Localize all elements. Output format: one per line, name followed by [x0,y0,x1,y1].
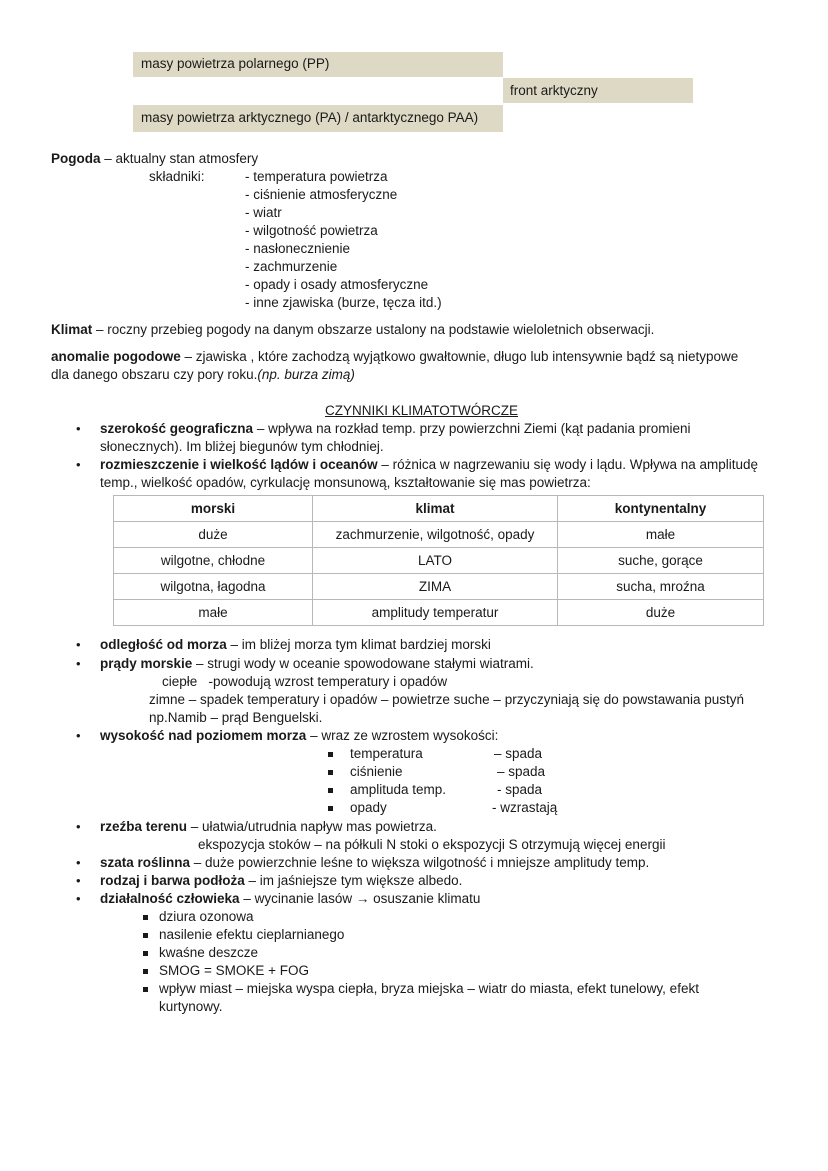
table-cell: małe [114,600,313,626]
factor-text: – duże powierzchnie leśne to większa wilgotność i mniejsze amplitudy temp. [190,855,650,870]
table-row [114,574,764,600]
table-cell: ZIMA [313,574,558,600]
table-cell: duże [558,600,764,626]
bullet-icon: • [76,457,81,472]
factor-szerokosc [100,420,691,438]
altitude-item-name: temperatura [350,746,423,761]
table-cell: wilgotne, chłodne [114,548,313,574]
pogoda-component: - zachmurzenie [245,259,338,274]
factor-text: – wpływa na rozkład temp. przy powierzchni Ziemi (kąt padania promieni [253,421,691,436]
factor-text: – strugi wody w oceanie spowodowane stałymi wiatrami. [192,656,534,671]
anomalie-definition-line2 [51,366,355,384]
factor-text: – im bliżej morza tym klimat bardziej morski [226,637,491,652]
square-bullet-icon [143,969,148,974]
altitude-item-name: amplituda temp. [350,782,447,797]
square-bullet-icon [143,915,148,920]
pogoda-component: - inne zjawiska (burze, tęcza itd.) [245,295,442,310]
factor-czlowiek [100,890,480,908]
factor-term: wysokość nad poziomem morza [100,728,307,743]
bullet-icon: • [76,855,81,870]
human-impact-item: SMOG = SMOKE + FOG [159,963,310,978]
bullet-icon: • [76,656,81,671]
pogoda-component: - opady i osady atmosferyczne [245,277,429,292]
arctic-air-label: masy powietrza arktycznego (PA) / antarktycznego PAA) [141,110,479,125]
table-row [114,600,764,626]
klimat-definition [51,321,654,339]
altitude-item-trend: - wzrastają [492,800,558,815]
factor-text: – różnica w nagrzewaniu się wody i lądu. Wpływa na amplitudę [377,457,759,472]
square-bullet-icon [328,770,333,775]
pogoda-component: - temperatura powietrza [245,169,388,184]
human-impact-item: nasilenie efektu cieplarnianego [159,927,345,942]
factor-term: działalność człowieka [100,891,240,906]
table-header: morski [114,496,313,522]
factor-rozmieszczenie [100,456,758,474]
anomalie-term: anomalie pogodowe [51,349,181,364]
factor-text: – im jaśniejsze tym większe albedo. [244,873,463,888]
factor-szata [100,854,649,872]
table-header: kontynentalny [558,496,764,522]
altitude-item-name: ciśnienie [350,764,403,779]
altitude-item-trend: - spada [497,782,543,797]
climate-comparison-table [113,495,764,626]
factor-rozmieszczenie-line2: temp., wielkość opadów, cyrkulację monsunową, kształtowanie się mas powietrza: [100,475,591,490]
pogoda-component: - wiatr [245,205,282,220]
altitude-item-trend: – spada [494,746,543,761]
table-cell: zachmurzenie, wilgotność, opady [313,522,558,548]
factor-prady [100,655,534,673]
factor-text: – ułatwia/utrudnia napływ mas powietrza. [187,819,437,834]
rzezba-ekspozycja: ekspozycja stoków – na półkuli N stoki o ekspozycji S otrzymują więcej energii [198,837,666,852]
square-bullet-icon [143,933,148,938]
factor-term: rzeźba terenu [100,819,188,834]
factor-term: rozmieszczenie i wielkość lądów i oceanów [100,457,378,472]
arctic-front-label: front arktyczny [510,83,598,98]
human-impact-item-continued: kurtynowy. [159,999,223,1014]
table-cell: amplitudy temperatur [313,600,558,626]
table-header: klimat [313,496,558,522]
table-header-row [114,496,764,522]
factor-term: rodzaj i barwa podłoża [100,873,245,888]
anomalie-example: (np. burza zimą) [257,367,355,382]
table-cell: wilgotna, łagodna [114,574,313,600]
prady-zimne: zimne – spadek temperatury i opadów – powietrze suche – przyczyniają się do powstawania pustyń [149,692,745,707]
altitude-item-trend: – spada [497,764,546,779]
square-bullet-icon [143,951,148,956]
table-cell: sucha, mroźna [558,574,764,600]
factor-text: – wraz ze wzrostem wysokości: [306,728,499,743]
table-cell: duże [114,522,313,548]
table-row [114,548,764,574]
table-cell: LATO [313,548,558,574]
factor-term: prądy morskie [100,656,193,671]
anomalie-definition [51,348,738,366]
human-impact-item: dziura ozonowa [159,909,254,924]
bullet-icon: • [76,637,81,652]
table-row [114,522,764,548]
pogoda-component: - wilgotność powietrza [245,223,378,238]
klimat-definition-text: – roczny przebieg pogody na danym obszarze ustalony na podstawie wieloletnich obserwacji. [92,322,655,337]
bullet-icon: • [76,819,81,834]
factor-odleglosc [100,636,491,654]
factor-podloze [100,872,462,890]
square-bullet-icon [328,752,333,757]
pogoda-term: Pogoda [51,151,101,166]
czynniki-heading: CZYNNIKI KLIMATOTWÓRCZE [325,403,519,418]
pogoda-component: - nasłonecznienie [245,241,351,256]
square-bullet-icon [328,806,333,811]
klimat-term: Klimat [51,322,93,337]
altitude-item-name: opady [350,800,387,815]
pogoda-definition-text: – aktualny stan atmosfery [100,151,259,166]
human-impact-item: wpływ miast – miejska wyspa ciepła, bryza miejska – wiatr do miasta, efekt tunelowy, efekt [159,981,699,996]
pogoda-definition [51,150,258,168]
factor-term: szata roślinna [100,855,191,870]
factor-term: odległość od morza [100,637,227,652]
bullet-icon: • [76,421,81,436]
pogoda-components-label: składniki: [149,169,205,184]
factor-wysokosc [100,727,498,745]
bullet-icon: • [76,873,81,888]
table-cell: małe [558,522,764,548]
pogoda-component: - ciśnienie atmosferyczne [245,187,398,202]
table-cell: suche, gorące [558,548,764,574]
factor-term: szerokość geograficzna [100,421,254,436]
bullet-icon: • [76,891,81,906]
anomalie-text-1: – zjawiska , które zachodzą wyjątkowo gwałtownie, długo lub intensywnie bądź są nietypowe [180,349,739,364]
bullet-icon: • [76,728,81,743]
polar-air-label: masy powietrza polarnego (PP) [141,56,330,71]
factor-rzezba [100,818,437,836]
square-bullet-icon [328,788,333,793]
prady-zimne-line2: np.Namib – prąd Benguelski. [149,710,323,725]
factor-text: – wycinanie lasów → osuszanie klimatu [239,891,481,906]
anomalie-text-2: dla danego obszaru czy pory roku. [51,367,258,382]
human-impact-item: kwaśne deszcze [159,945,259,960]
prady-cieple: ciepłe -powodują wzrost temperatury i opadów [162,674,448,689]
factor-szerokosc-line2: słonecznych). Im bliżej biegunów tym chłodniej. [100,439,384,454]
square-bullet-icon [143,987,148,992]
